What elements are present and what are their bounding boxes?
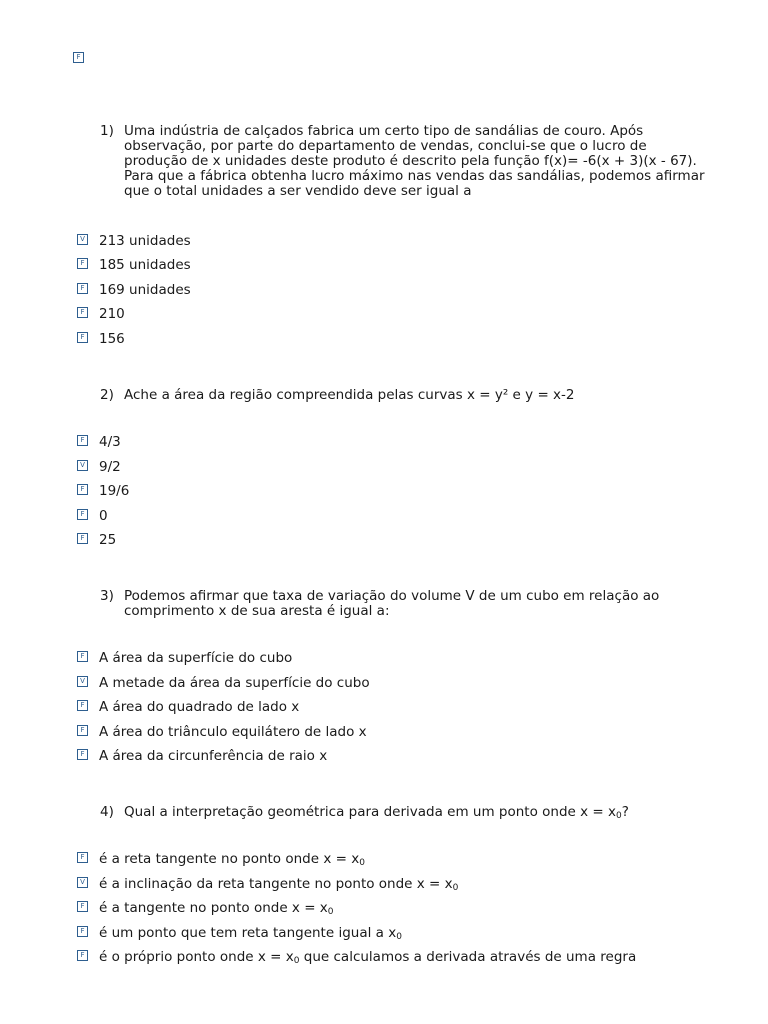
option-checkbox[interactable]: F — [77, 484, 88, 495]
option-text: 4/3 — [99, 434, 121, 450]
option-text: 9/2 — [99, 459, 121, 475]
option-text: 185 unidades — [99, 257, 191, 273]
option-text: é a inclinação da reta tangente no ponto onde $x = x_0$ — [99, 876, 459, 893]
option-checkbox[interactable]: F — [77, 332, 88, 343]
option-checkbox[interactable]: F — [77, 926, 88, 937]
option-text: é o próprio ponto onde $x = x_0$ que calculamos a derivada através de uma regra — [99, 949, 637, 966]
option-checkbox[interactable]: F — [77, 725, 88, 736]
option-text: 25 — [99, 532, 117, 548]
option-checkbox[interactable]: F — [77, 533, 88, 544]
option-text: 19/6 — [99, 483, 130, 499]
option-checkbox[interactable]: F — [77, 258, 88, 269]
question-number: 2) — [100, 387, 114, 403]
option-checkbox[interactable]: F — [77, 283, 88, 294]
option-checkbox[interactable]: F — [77, 509, 88, 520]
header-checkbox[interactable]: F — [73, 52, 84, 63]
option-checkbox[interactable]: F — [77, 901, 88, 912]
option-text: A área do quadrado de lado x — [99, 699, 300, 715]
option-text: A área do triânculo equilátero de lado x — [99, 724, 367, 740]
option-text: é a reta tangente no ponto onde $x = x_0$ — [99, 851, 365, 868]
option-checkbox[interactable]: V — [77, 234, 88, 245]
question-number: 1) — [100, 123, 114, 139]
question-4 — [100, 805, 710, 824]
option-checkbox[interactable]: V — [77, 460, 88, 471]
option-checkbox[interactable]: F — [77, 852, 88, 863]
option-text: A metade da área da superfície do cubo — [99, 675, 370, 691]
option-checkbox[interactable]: F — [77, 749, 88, 760]
option-checkbox[interactable]: F — [77, 651, 88, 662]
option-checkbox[interactable]: V — [77, 676, 88, 687]
question-text: Podemos afirmar que taxa de variação do volume V de um cubo em relação ao comprimento x de sua aresta é igual a: — [124, 588, 660, 619]
question-number: 3) — [100, 588, 114, 604]
option-text: A área da superfície do cubo — [99, 650, 293, 666]
option-text: é um ponto que tem reta tangente igual a $x_0$ — [99, 925, 402, 942]
option-text: 0 — [99, 508, 108, 524]
question-2 — [100, 388, 710, 403]
option-text: é a tangente no ponto onde $x = x_0$ — [99, 900, 334, 917]
option-text: 213 unidades — [99, 233, 191, 249]
option-text: 169 unidades — [99, 282, 191, 298]
option-checkbox[interactable]: F — [77, 435, 88, 446]
option-checkbox[interactable]: V — [77, 877, 88, 888]
option-checkbox[interactable]: F — [77, 700, 88, 711]
option-checkbox[interactable]: F — [77, 950, 88, 961]
option-text: 156 — [99, 331, 125, 347]
option-text: 210 — [99, 306, 125, 322]
question-number: 4) — [100, 804, 114, 820]
question-1 — [100, 124, 710, 199]
question-text: Qual a interpretação geométrica para derivada em um ponto onde $x = x_0$? — [124, 804, 629, 821]
question-text: Uma indústria de calçados fabrica um certo tipo de sandálias de couro. Após observação, por parte do departamento de vendas, conclui-se que o lucro de produção de x unidades deste produto é descrito pela função f(x)= -6(x + 3)(x - 67). Para que a fábrica obtenha lucro máximo nas vendas das sandálias, podemos afirmar que o total unidades a ser vendido deve ser igual a — [124, 123, 705, 199]
question-text: Ache a área da região compreendida pelas curvas x = y² e y = x-2 — [124, 387, 575, 403]
question-3 — [100, 589, 710, 619]
option-text: A área da circunferência de raio x — [99, 748, 328, 764]
option-checkbox[interactable]: F — [77, 307, 88, 318]
